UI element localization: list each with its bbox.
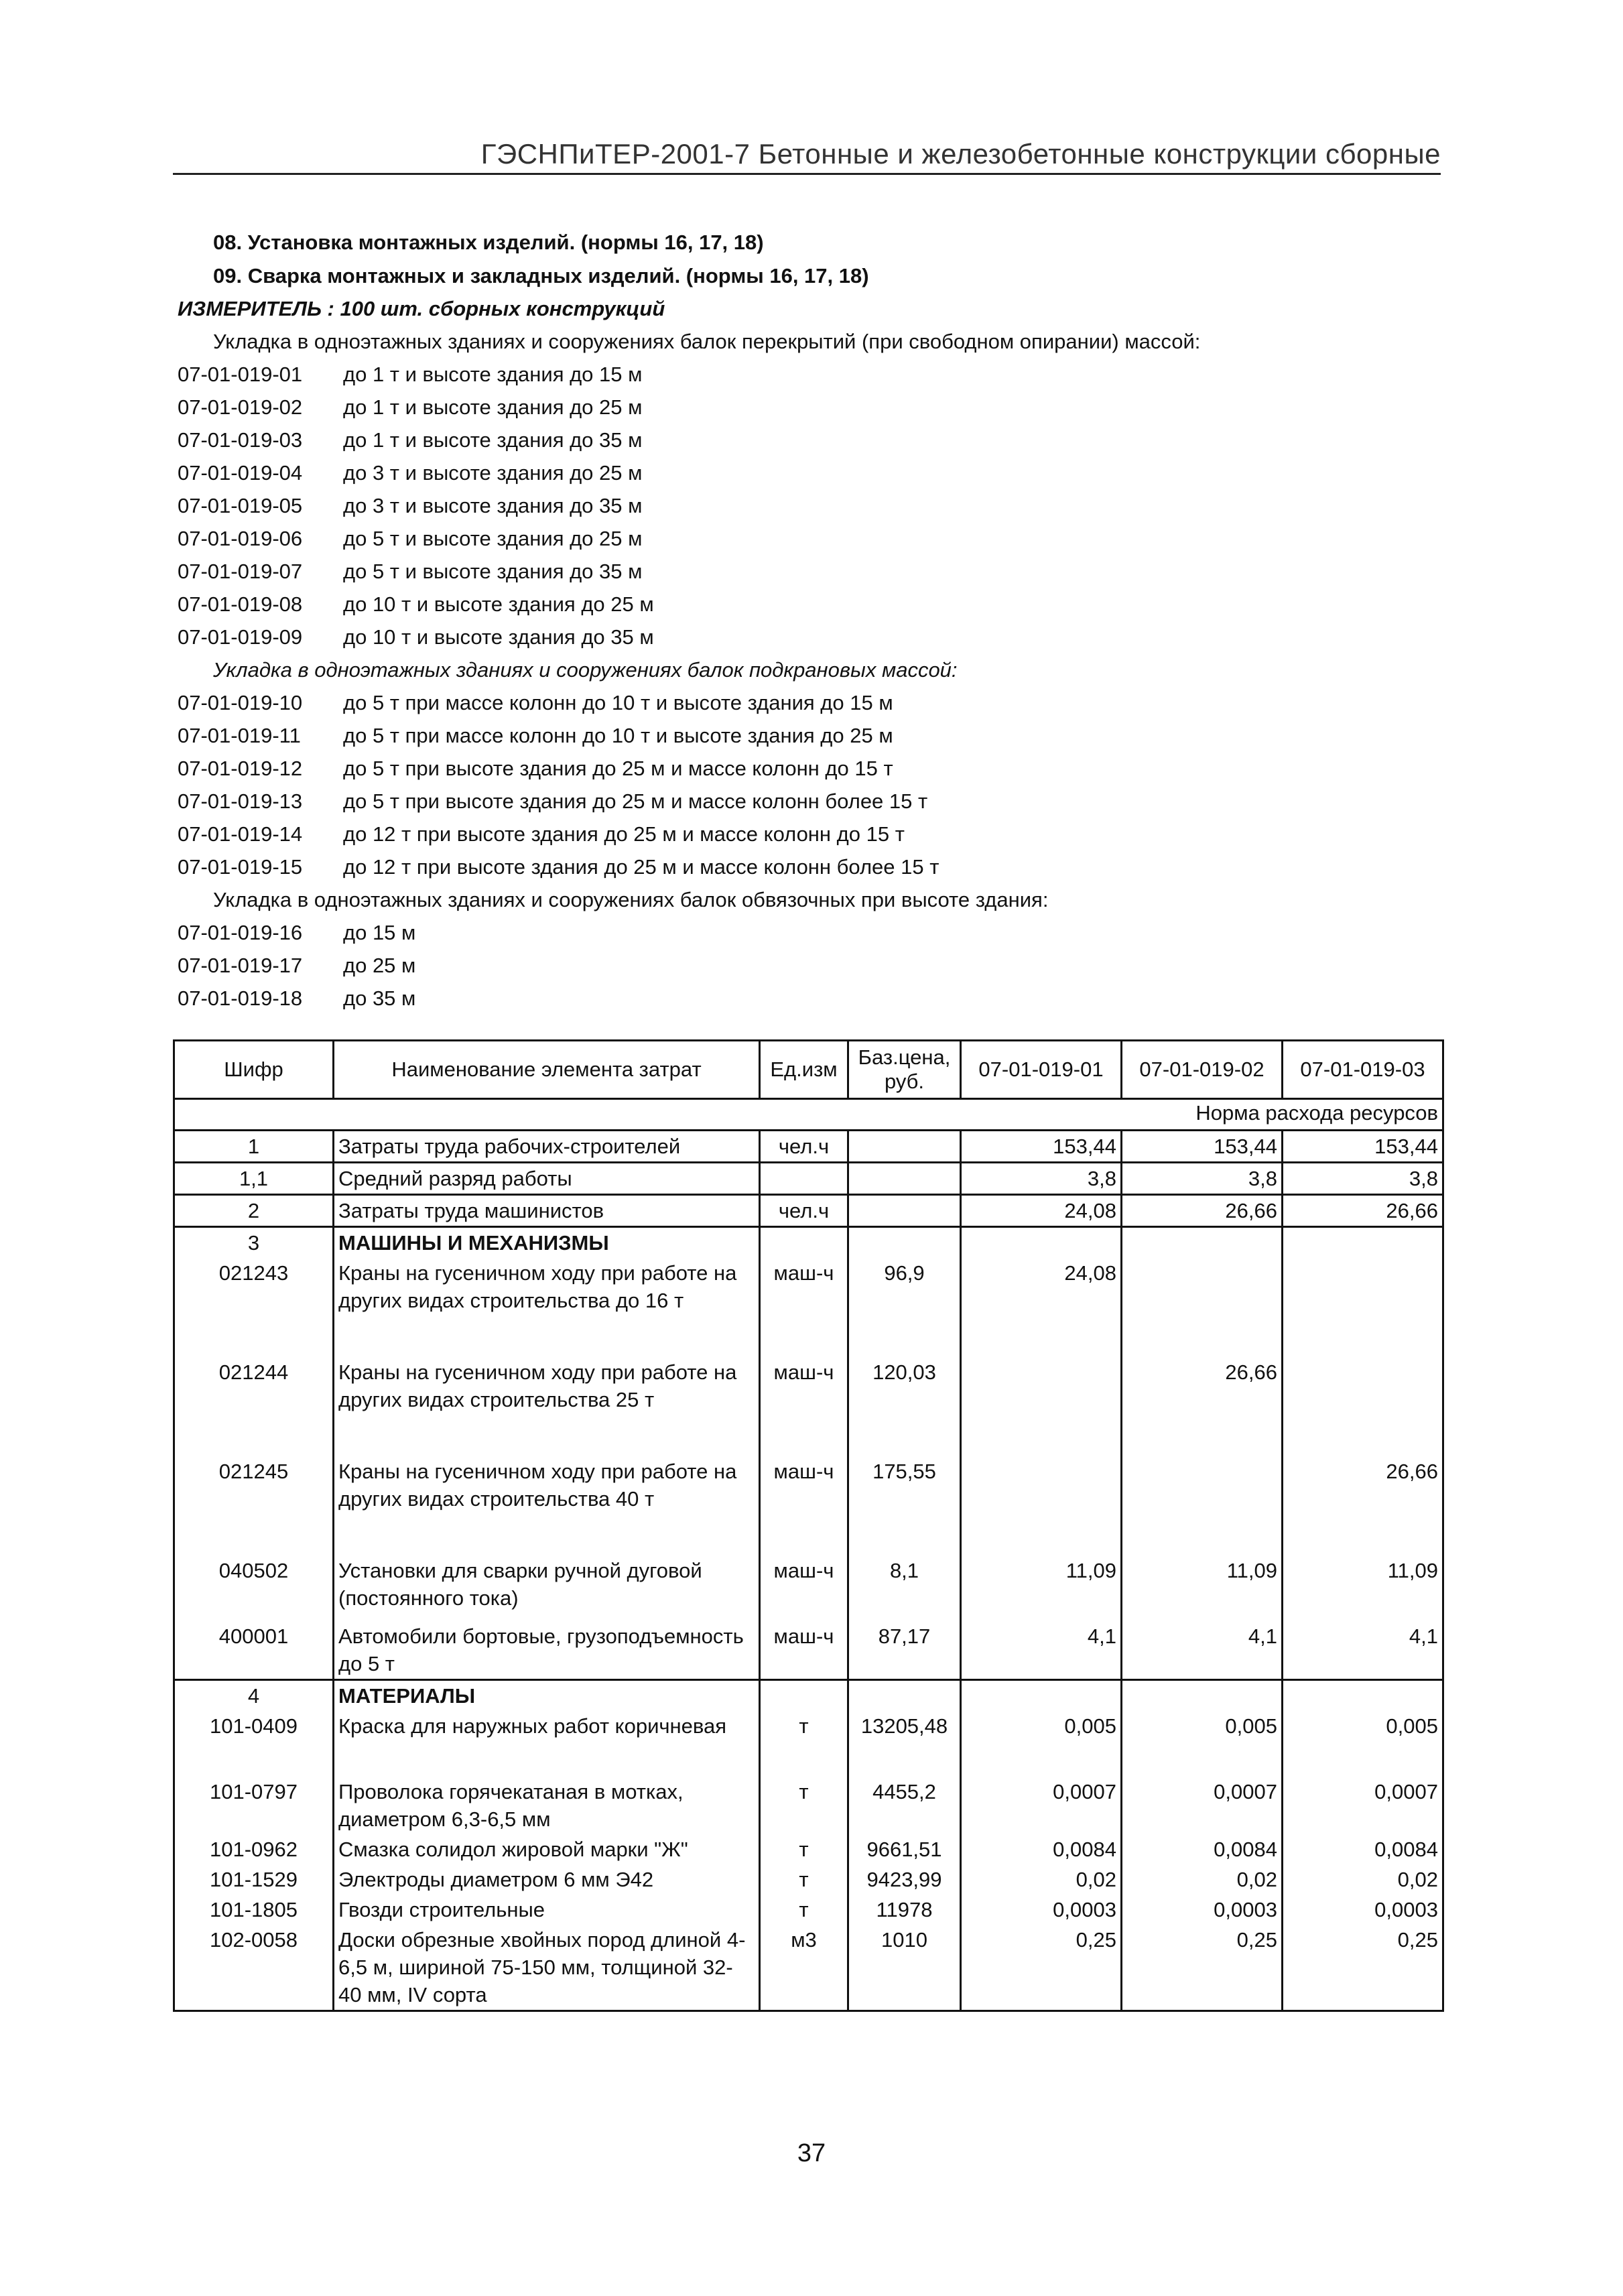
row-value-01: 0,25 [961, 1925, 1122, 2011]
row-value-01: 0,0007 [961, 1777, 1122, 1834]
row-code: 1 [174, 1131, 334, 1163]
intro-line-2: 09. Сварка монтажных и закладных изделий. (нормы 16, 17, 18) [213, 264, 869, 288]
row-unit: т [760, 1777, 848, 1834]
row-value-01: 11,09 [961, 1555, 1122, 1621]
work-description: до 5 т при высоте здания до 25 м и массе колонн более 15 т [343, 789, 928, 813]
work-description: до 25 м [343, 954, 416, 977]
table-row [174, 1163, 1443, 1195]
row-price: 96,9 [848, 1258, 961, 1357]
row-unit: т [760, 1895, 848, 1925]
work-description: до 1 т и высоте здания до 35 м [343, 428, 643, 452]
row-value-01 [961, 1456, 1122, 1555]
row-value-02: 0,0007 [1122, 1777, 1283, 1834]
row-value-01 [961, 1227, 1122, 1259]
row-value-03: 0,005 [1283, 1711, 1443, 1777]
row-value-03: 4,1 [1283, 1621, 1443, 1680]
row-code: 021245 [174, 1456, 334, 1555]
row-price: 9423,99 [848, 1864, 961, 1895]
work-code: 07-01-019-17 [178, 954, 303, 977]
row-value-01: 24,08 [961, 1258, 1122, 1357]
work-description: до 5 т при массе колонн до 10 т и высоте здания до 15 м [343, 691, 893, 714]
row-value-03 [1283, 1357, 1443, 1456]
row-unit [760, 1680, 848, 1712]
work-code: 07-01-019-01 [178, 363, 303, 386]
row-value-02 [1122, 1456, 1283, 1555]
row-code: 1,1 [174, 1163, 334, 1195]
row-unit: чел.ч [760, 1195, 848, 1227]
row-unit: т [760, 1834, 848, 1864]
row-value-01 [961, 1680, 1122, 1712]
row-value-02: 11,09 [1122, 1555, 1283, 1621]
column-header-code: Шифр [174, 1041, 334, 1099]
column-header-norm-02: 07-01-019-02 [1122, 1041, 1283, 1099]
column-header-norm-01: 07-01-019-01 [961, 1041, 1122, 1099]
row-price: 175,55 [848, 1456, 961, 1555]
group-heading-1: Укладка в одноэтажных зданиях и сооружениях балок перекрытий (при свободном опирании) массой: [213, 330, 1201, 353]
work-description: до 12 т при высоте здания до 25 м и массе колонн до 15 т [343, 822, 905, 846]
row-unit: м3 [760, 1925, 848, 2011]
table-row [174, 1357, 1443, 1456]
section-title-machines: МАШИНЫ И МЕХАНИЗМЫ [334, 1227, 760, 1259]
work-code: 07-01-019-15 [178, 855, 303, 879]
row-value-02 [1122, 1227, 1283, 1259]
work-description: до 5 т и высоте здания до 25 м [343, 527, 643, 550]
measure-line: ИЗМЕРИТЕЛЬ : 100 шт. сборных конструкций [178, 297, 665, 320]
row-price [848, 1163, 961, 1195]
row-value-02: 153,44 [1122, 1131, 1283, 1163]
row-unit [760, 1163, 848, 1195]
column-header-price: Баз.цена, руб. [848, 1041, 961, 1099]
work-description: до 12 т при высоте здания до 25 м и массе колонн более 15 т [343, 855, 939, 879]
work-description: до 35 м [343, 986, 416, 1010]
work-code: 07-01-019-16 [178, 921, 303, 944]
table-row [174, 1864, 1443, 1895]
row-name: Смазка солидол жировой марки "Ж" [334, 1834, 760, 1864]
column-header-unit: Ед.изм [760, 1041, 848, 1099]
row-name: Гвозди строительные [334, 1895, 760, 1925]
row-price: 120,03 [848, 1357, 961, 1456]
row-value-02: 4,1 [1122, 1621, 1283, 1680]
row-value-01: 0,0084 [961, 1834, 1122, 1864]
row-unit: т [760, 1864, 848, 1895]
row-name: Проволока горячекатаная в мотках, диаметром 6,3-6,5 мм [334, 1777, 760, 1834]
row-name: Средний разряд работы [334, 1163, 760, 1195]
work-description: до 3 т и высоте здания до 25 м [343, 461, 643, 485]
row-name: Затраты труда машинистов [334, 1195, 760, 1227]
row-code: 101-1805 [174, 1895, 334, 1925]
row-value-03: 26,66 [1283, 1195, 1443, 1227]
row-unit: маш-ч [760, 1258, 848, 1357]
row-name: Доски обрезные хвойных пород длиной 4-6,5 м, шириной 75-150 мм, толщиной 32-40 мм, IV сорта [334, 1925, 760, 2011]
row-name: Краны на гусеничном ходу при работе на других видах строительства 25 т [334, 1357, 760, 1456]
table-section-row [174, 1680, 1443, 1712]
row-code: 102-0058 [174, 1925, 334, 2011]
work-code: 07-01-019-08 [178, 592, 303, 616]
row-value-03 [1283, 1258, 1443, 1357]
work-code: 07-01-019-04 [178, 461, 303, 485]
work-description: до 10 т и высоте здания до 35 м [343, 625, 654, 649]
work-description: до 15 м [343, 921, 416, 944]
row-value-02: 26,66 [1122, 1357, 1283, 1456]
row-unit [760, 1227, 848, 1259]
intro-line-1: 08. Установка монтажных изделий. (нормы 16, 17, 18) [213, 231, 764, 254]
row-price: 4455,2 [848, 1777, 961, 1834]
row-price: 87,17 [848, 1621, 961, 1680]
resource-norms-table [173, 1039, 1444, 2012]
row-value-03: 0,02 [1283, 1864, 1443, 1895]
row-code: 3 [174, 1227, 334, 1259]
row-value-03: 11,09 [1283, 1555, 1443, 1621]
row-value-02: 3,8 [1122, 1163, 1283, 1195]
row-code: 400001 [174, 1621, 334, 1680]
work-description: до 5 т при высоте здания до 25 м и массе колонн до 15 т [343, 757, 893, 780]
row-price: 1010 [848, 1925, 961, 2011]
row-name: Краны на гусеничном ходу при работе на других видах строительства до 16 т [334, 1258, 760, 1357]
row-unit: чел.ч [760, 1131, 848, 1163]
row-code: 4 [174, 1680, 334, 1712]
row-name: Электроды диаметром 6 мм Э42 [334, 1864, 760, 1895]
group-heading-3: Укладка в одноэтажных зданиях и сооружениях балок обвязочных при высоте здания: [213, 888, 1049, 911]
work-description: до 3 т и высоте здания до 35 м [343, 494, 643, 517]
row-price [848, 1227, 961, 1259]
table-row [174, 1777, 1443, 1834]
row-price: 13205,48 [848, 1711, 961, 1777]
row-price: 9661,51 [848, 1834, 961, 1864]
table-row [174, 1555, 1443, 1621]
row-name: Затраты труда рабочих-строителей [334, 1131, 760, 1163]
row-code: 101-0797 [174, 1777, 334, 1834]
row-code: 101-0962 [174, 1834, 334, 1864]
table-row [174, 1925, 1443, 2011]
row-value-03 [1283, 1680, 1443, 1712]
work-code: 07-01-019-09 [178, 625, 303, 649]
row-code: 101-1529 [174, 1864, 334, 1895]
table-row [174, 1621, 1443, 1680]
row-unit: маш-ч [760, 1357, 848, 1456]
row-price [848, 1131, 961, 1163]
row-value-01: 153,44 [961, 1131, 1122, 1163]
row-value-02: 0,0084 [1122, 1834, 1283, 1864]
header-title: ГЭСНПиТЕР-2001-7 Бетонные и железобетонные конструкции сборные [480, 138, 1441, 170]
row-name: Краска для наружных работ коричневая [334, 1711, 760, 1777]
row-unit: т [760, 1711, 848, 1777]
row-code: 101-0409 [174, 1711, 334, 1777]
work-description: до 1 т и высоте здания до 15 м [343, 363, 643, 386]
row-price [848, 1195, 961, 1227]
row-value-03: 153,44 [1283, 1131, 1443, 1163]
page-number: 37 [797, 2139, 826, 2167]
work-description: до 10 т и высоте здания до 25 м [343, 592, 654, 616]
row-value-02 [1122, 1258, 1283, 1357]
table-row [174, 1456, 1443, 1555]
row-price [848, 1680, 961, 1712]
row-code: 021244 [174, 1357, 334, 1456]
table-row [174, 1258, 1443, 1357]
work-code: 07-01-019-18 [178, 986, 303, 1010]
work-description: до 5 т при массе колонн до 10 т и высоте здания до 25 м [343, 724, 893, 747]
table-header-row [174, 1041, 1443, 1099]
section-title-materials: МАТЕРИАЛЫ [334, 1680, 760, 1712]
row-code: 2 [174, 1195, 334, 1227]
row-name: Автомобили бортовые, грузоподъемность до 5 т [334, 1621, 760, 1680]
work-code: 07-01-019-13 [178, 789, 303, 813]
work-code: 07-01-019-06 [178, 527, 303, 550]
work-code: 07-01-019-11 [178, 724, 301, 747]
row-value-02 [1122, 1680, 1283, 1712]
row-unit: маш-ч [760, 1555, 848, 1621]
row-name: Краны на гусеничном ходу при работе на других видах строительства 40 т [334, 1456, 760, 1555]
running-header [173, 138, 1441, 175]
table-row [174, 1131, 1443, 1163]
row-price: 8,1 [848, 1555, 961, 1621]
row-code: 021243 [174, 1258, 334, 1357]
table-section-row [174, 1227, 1443, 1259]
work-code: 07-01-019-12 [178, 757, 303, 780]
column-header-norm-03: 07-01-019-03 [1283, 1041, 1443, 1099]
group-heading-2: Укладка в одноэтажных зданиях и сооружениях балок подкрановых массой: [213, 658, 958, 682]
norm-label-row [174, 1099, 1443, 1131]
work-code: 07-01-019-05 [178, 494, 303, 517]
work-code: 07-01-019-07 [178, 560, 303, 583]
table-row [174, 1711, 1443, 1777]
row-value-03: 0,25 [1283, 1925, 1443, 2011]
row-value-03: 0,0084 [1283, 1834, 1443, 1864]
row-code: 040502 [174, 1555, 334, 1621]
row-value-02: 0,005 [1122, 1711, 1283, 1777]
work-code: 07-01-019-03 [178, 428, 303, 452]
row-unit: маш-ч [760, 1456, 848, 1555]
row-value-01: 0,0003 [961, 1895, 1122, 1925]
table-row [174, 1195, 1443, 1227]
row-value-01: 0,005 [961, 1711, 1122, 1777]
work-code: 07-01-019-02 [178, 395, 303, 419]
work-description: до 5 т и высоте здания до 35 м [343, 560, 643, 583]
row-name: Установки для сварки ручной дуговой (постоянного тока) [334, 1555, 760, 1621]
column-header-name: Наименование элемента затрат [334, 1041, 760, 1099]
row-value-02: 0,0003 [1122, 1895, 1283, 1925]
work-code: 07-01-019-14 [178, 822, 303, 846]
row-value-03: 0,0007 [1283, 1777, 1443, 1834]
norm-label: Норма расхода ресурсов [174, 1099, 1443, 1131]
row-value-01: 4,1 [961, 1621, 1122, 1680]
row-value-02: 0,25 [1122, 1925, 1283, 2011]
row-value-03: 0,0003 [1283, 1895, 1443, 1925]
row-value-01: 3,8 [961, 1163, 1122, 1195]
row-value-03: 26,66 [1283, 1456, 1443, 1555]
row-value-02: 26,66 [1122, 1195, 1283, 1227]
row-value-03: 3,8 [1283, 1163, 1443, 1195]
row-value-03 [1283, 1227, 1443, 1259]
row-value-01: 24,08 [961, 1195, 1122, 1227]
work-description: до 1 т и высоте здания до 25 м [343, 395, 643, 419]
row-price: 11978 [848, 1895, 961, 1925]
row-value-01 [961, 1357, 1122, 1456]
row-value-01: 0,02 [961, 1864, 1122, 1895]
work-code: 07-01-019-10 [178, 691, 303, 714]
table-row [174, 1834, 1443, 1864]
row-unit: маш-ч [760, 1621, 848, 1680]
row-value-02: 0,02 [1122, 1864, 1283, 1895]
table-row [174, 1895, 1443, 1925]
